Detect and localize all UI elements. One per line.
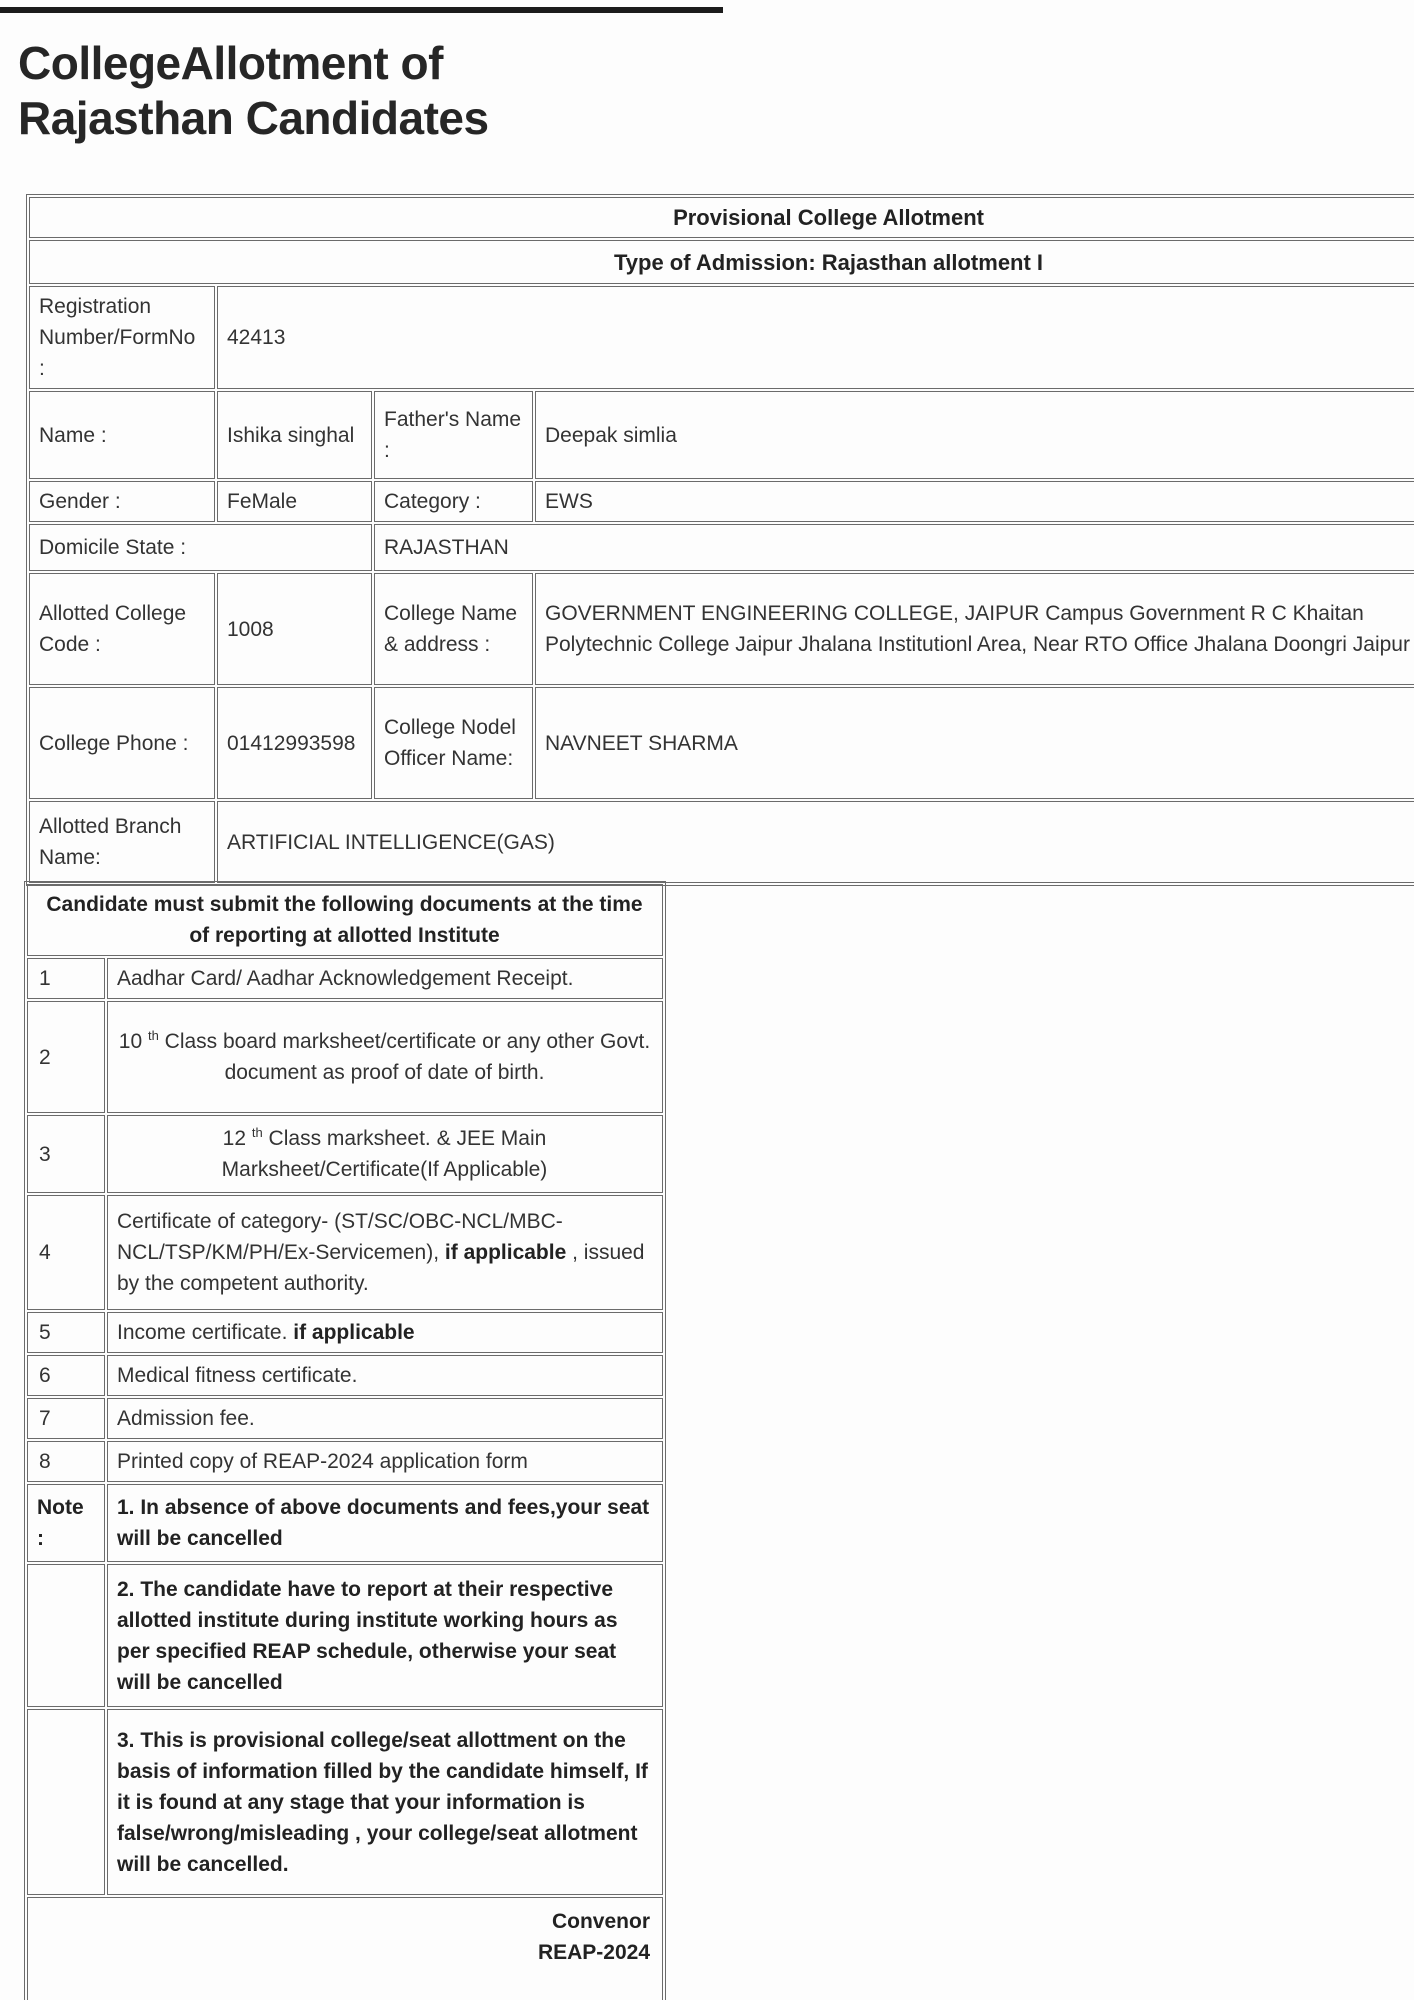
table-row bbox=[29, 481, 1414, 522]
table-row bbox=[29, 286, 1414, 389]
table-row bbox=[27, 1001, 663, 1113]
field-label bbox=[29, 524, 372, 571]
field-value-text: Deepak simlia bbox=[545, 423, 677, 447]
table-row bbox=[29, 573, 1414, 685]
signature bbox=[27, 1897, 663, 2000]
doc-number: 7 bbox=[27, 1398, 105, 1439]
doc-description bbox=[107, 958, 663, 999]
page-title-line2: Rajasthan Candidates bbox=[18, 92, 489, 144]
table-row bbox=[27, 1709, 663, 1895]
table-row bbox=[27, 1398, 663, 1439]
note-label: Note : bbox=[27, 1484, 105, 1562]
field-value-text: NAVNEET SHARMA bbox=[545, 731, 738, 755]
table-row bbox=[27, 1115, 663, 1193]
superscript: th bbox=[251, 1125, 263, 1140]
doc-number: 3 bbox=[27, 1115, 105, 1193]
field-label-text: Registration Number/FormNo : bbox=[39, 295, 196, 380]
doc-description bbox=[107, 1001, 663, 1113]
field-value bbox=[374, 524, 1414, 571]
field-label-text: Gender : bbox=[39, 490, 121, 513]
field-label bbox=[29, 481, 215, 522]
doc-number: 1 bbox=[27, 958, 105, 999]
note-label bbox=[27, 1709, 105, 1895]
field-label bbox=[29, 286, 215, 389]
doc-text: Medical fitness certificate. bbox=[117, 1364, 358, 1387]
bold-text: if applicable bbox=[444, 1241, 567, 1264]
field-value bbox=[217, 573, 372, 685]
table-title: Provisional College Allotment bbox=[29, 197, 1414, 238]
table-row bbox=[29, 240, 1414, 284]
doc-text: Printed copy of REAP-2024 application form bbox=[117, 1450, 528, 1473]
field-label bbox=[374, 391, 533, 479]
table-row bbox=[29, 524, 1414, 571]
field-value-text: 01412993598 bbox=[227, 731, 356, 755]
field-value-text: GOVERNMENT ENGINEERING COLLEGE, JAIPUR Campus Government R C Khaitan Polytechnic College Jaipur Jhalana Institutionl Area, Near RTO Office Jhalana Doongri Jaipur bbox=[545, 602, 1410, 656]
field-value bbox=[535, 391, 1414, 479]
field-value-text: RAJASTHAN bbox=[384, 536, 509, 559]
table-row bbox=[27, 884, 663, 956]
doc-text: , issued by the competent authority. bbox=[117, 1241, 645, 1295]
doc-number: 2 bbox=[27, 1001, 105, 1113]
doc-text: Class marksheet. & JEE Main Marksheet/Certificate(If Applicable) bbox=[221, 1127, 548, 1181]
table-row bbox=[27, 958, 663, 999]
field-label-text: Father's Name : bbox=[384, 408, 522, 462]
field-label-text: College Name & address : bbox=[384, 602, 518, 656]
field-label bbox=[374, 687, 533, 799]
superscript: th bbox=[147, 1028, 159, 1043]
doc-description bbox=[107, 1115, 663, 1193]
table-row bbox=[27, 1195, 663, 1310]
field-value bbox=[535, 573, 1414, 685]
field-label-text: College Nodel Officer Name: bbox=[384, 716, 516, 770]
doc-description bbox=[107, 1312, 663, 1353]
field-value bbox=[217, 687, 372, 799]
field-label-text: Category : bbox=[384, 490, 481, 513]
signature-role: Convenor bbox=[551, 1910, 650, 1933]
field-value-text: FeMale bbox=[227, 490, 298, 513]
note-text: 2. The candidate have to report at their respective allotted institute during institute working hours as per specified REAP schedule, otherwise your seat will be cancelled bbox=[107, 1564, 663, 1707]
field-value bbox=[217, 801, 1414, 883]
documents-table bbox=[24, 881, 666, 2000]
doc-text: Aadhar Card/ Aadhar Acknowledgement Receipt. bbox=[117, 967, 574, 990]
field-value-text: EWS bbox=[545, 490, 593, 513]
table-row bbox=[29, 391, 1414, 479]
documents-header: Candidate must submit the following documents at the time of reporting at allotted Institute bbox=[27, 884, 663, 956]
field-label-text: Allotted Branch Name: bbox=[39, 815, 182, 869]
field-label-text: Allotted College Code : bbox=[39, 602, 187, 656]
field-label bbox=[29, 801, 215, 883]
allotment-table bbox=[26, 194, 1414, 886]
field-value-text: 42413 bbox=[227, 326, 286, 349]
bold-text: if applicable bbox=[293, 1321, 415, 1344]
doc-description bbox=[107, 1441, 663, 1482]
page-title-line1: CollegeAllotment of bbox=[18, 37, 443, 89]
field-label-text: Domicile State : bbox=[39, 536, 187, 559]
field-label bbox=[374, 481, 533, 522]
doc-number: 8 bbox=[27, 1441, 105, 1482]
table-row bbox=[29, 197, 1414, 238]
field-label-text: Name : bbox=[39, 423, 107, 447]
note-label bbox=[27, 1564, 105, 1707]
doc-number: 4 bbox=[27, 1195, 105, 1310]
field-label bbox=[374, 573, 533, 685]
field-value bbox=[217, 286, 1414, 389]
doc-description bbox=[107, 1398, 663, 1439]
doc-text: Income certificate. bbox=[117, 1321, 294, 1344]
field-label-text: College Phone : bbox=[39, 731, 189, 755]
field-value bbox=[535, 687, 1414, 799]
field-value-text: 1008 bbox=[227, 617, 274, 641]
doc-text: Admission fee. bbox=[117, 1407, 255, 1430]
doc-text: 12 bbox=[222, 1127, 252, 1150]
table-row bbox=[27, 1897, 663, 2000]
doc-text: 10 bbox=[118, 1030, 148, 1053]
field-value-text: ARTIFICIAL INTELLIGENCE(GAS) bbox=[227, 830, 555, 854]
doc-text: Certificate of category- (ST/SC/OBC-NCL/MBC-NCL/TSP/KM/PH/Ex-Servicemen), bbox=[117, 1210, 563, 1264]
doc-description bbox=[107, 1355, 663, 1396]
table-row bbox=[27, 1441, 663, 1482]
note-text: 3. This is provisional college/seat allottment on the basis of information filled by the candidate himself, If it is found at any stage that your information is false/wrong/misleading , your college/seat allotment will be cancelled. bbox=[107, 1709, 663, 1895]
field-label bbox=[29, 391, 215, 479]
table-row bbox=[27, 1355, 663, 1396]
field-label bbox=[29, 687, 215, 799]
table-row bbox=[27, 1312, 663, 1353]
field-label bbox=[29, 573, 215, 685]
doc-number: 5 bbox=[27, 1312, 105, 1353]
page-title bbox=[18, 36, 489, 146]
doc-text: Class board marksheet/certificate or any other Govt. document as proof of date of birth. bbox=[158, 1030, 651, 1084]
field-value bbox=[217, 481, 372, 522]
doc-number: 6 bbox=[27, 1355, 105, 1396]
note-text: 1. In absence of above documents and fees,your seat will be cancelled bbox=[107, 1484, 663, 1562]
field-value-text: Ishika singhal bbox=[227, 423, 355, 447]
field-value bbox=[535, 481, 1414, 522]
table-row bbox=[27, 1564, 663, 1707]
admission-type-header: Type of Admission: Rajasthan allotment I bbox=[29, 240, 1414, 284]
signature-org: REAP-2024 bbox=[537, 1941, 650, 1964]
field-value bbox=[217, 391, 372, 479]
top-rule bbox=[0, 7, 723, 13]
table-row bbox=[29, 801, 1414, 883]
doc-description bbox=[107, 1195, 663, 1310]
table-row bbox=[27, 1484, 663, 1562]
table-row bbox=[29, 687, 1414, 799]
